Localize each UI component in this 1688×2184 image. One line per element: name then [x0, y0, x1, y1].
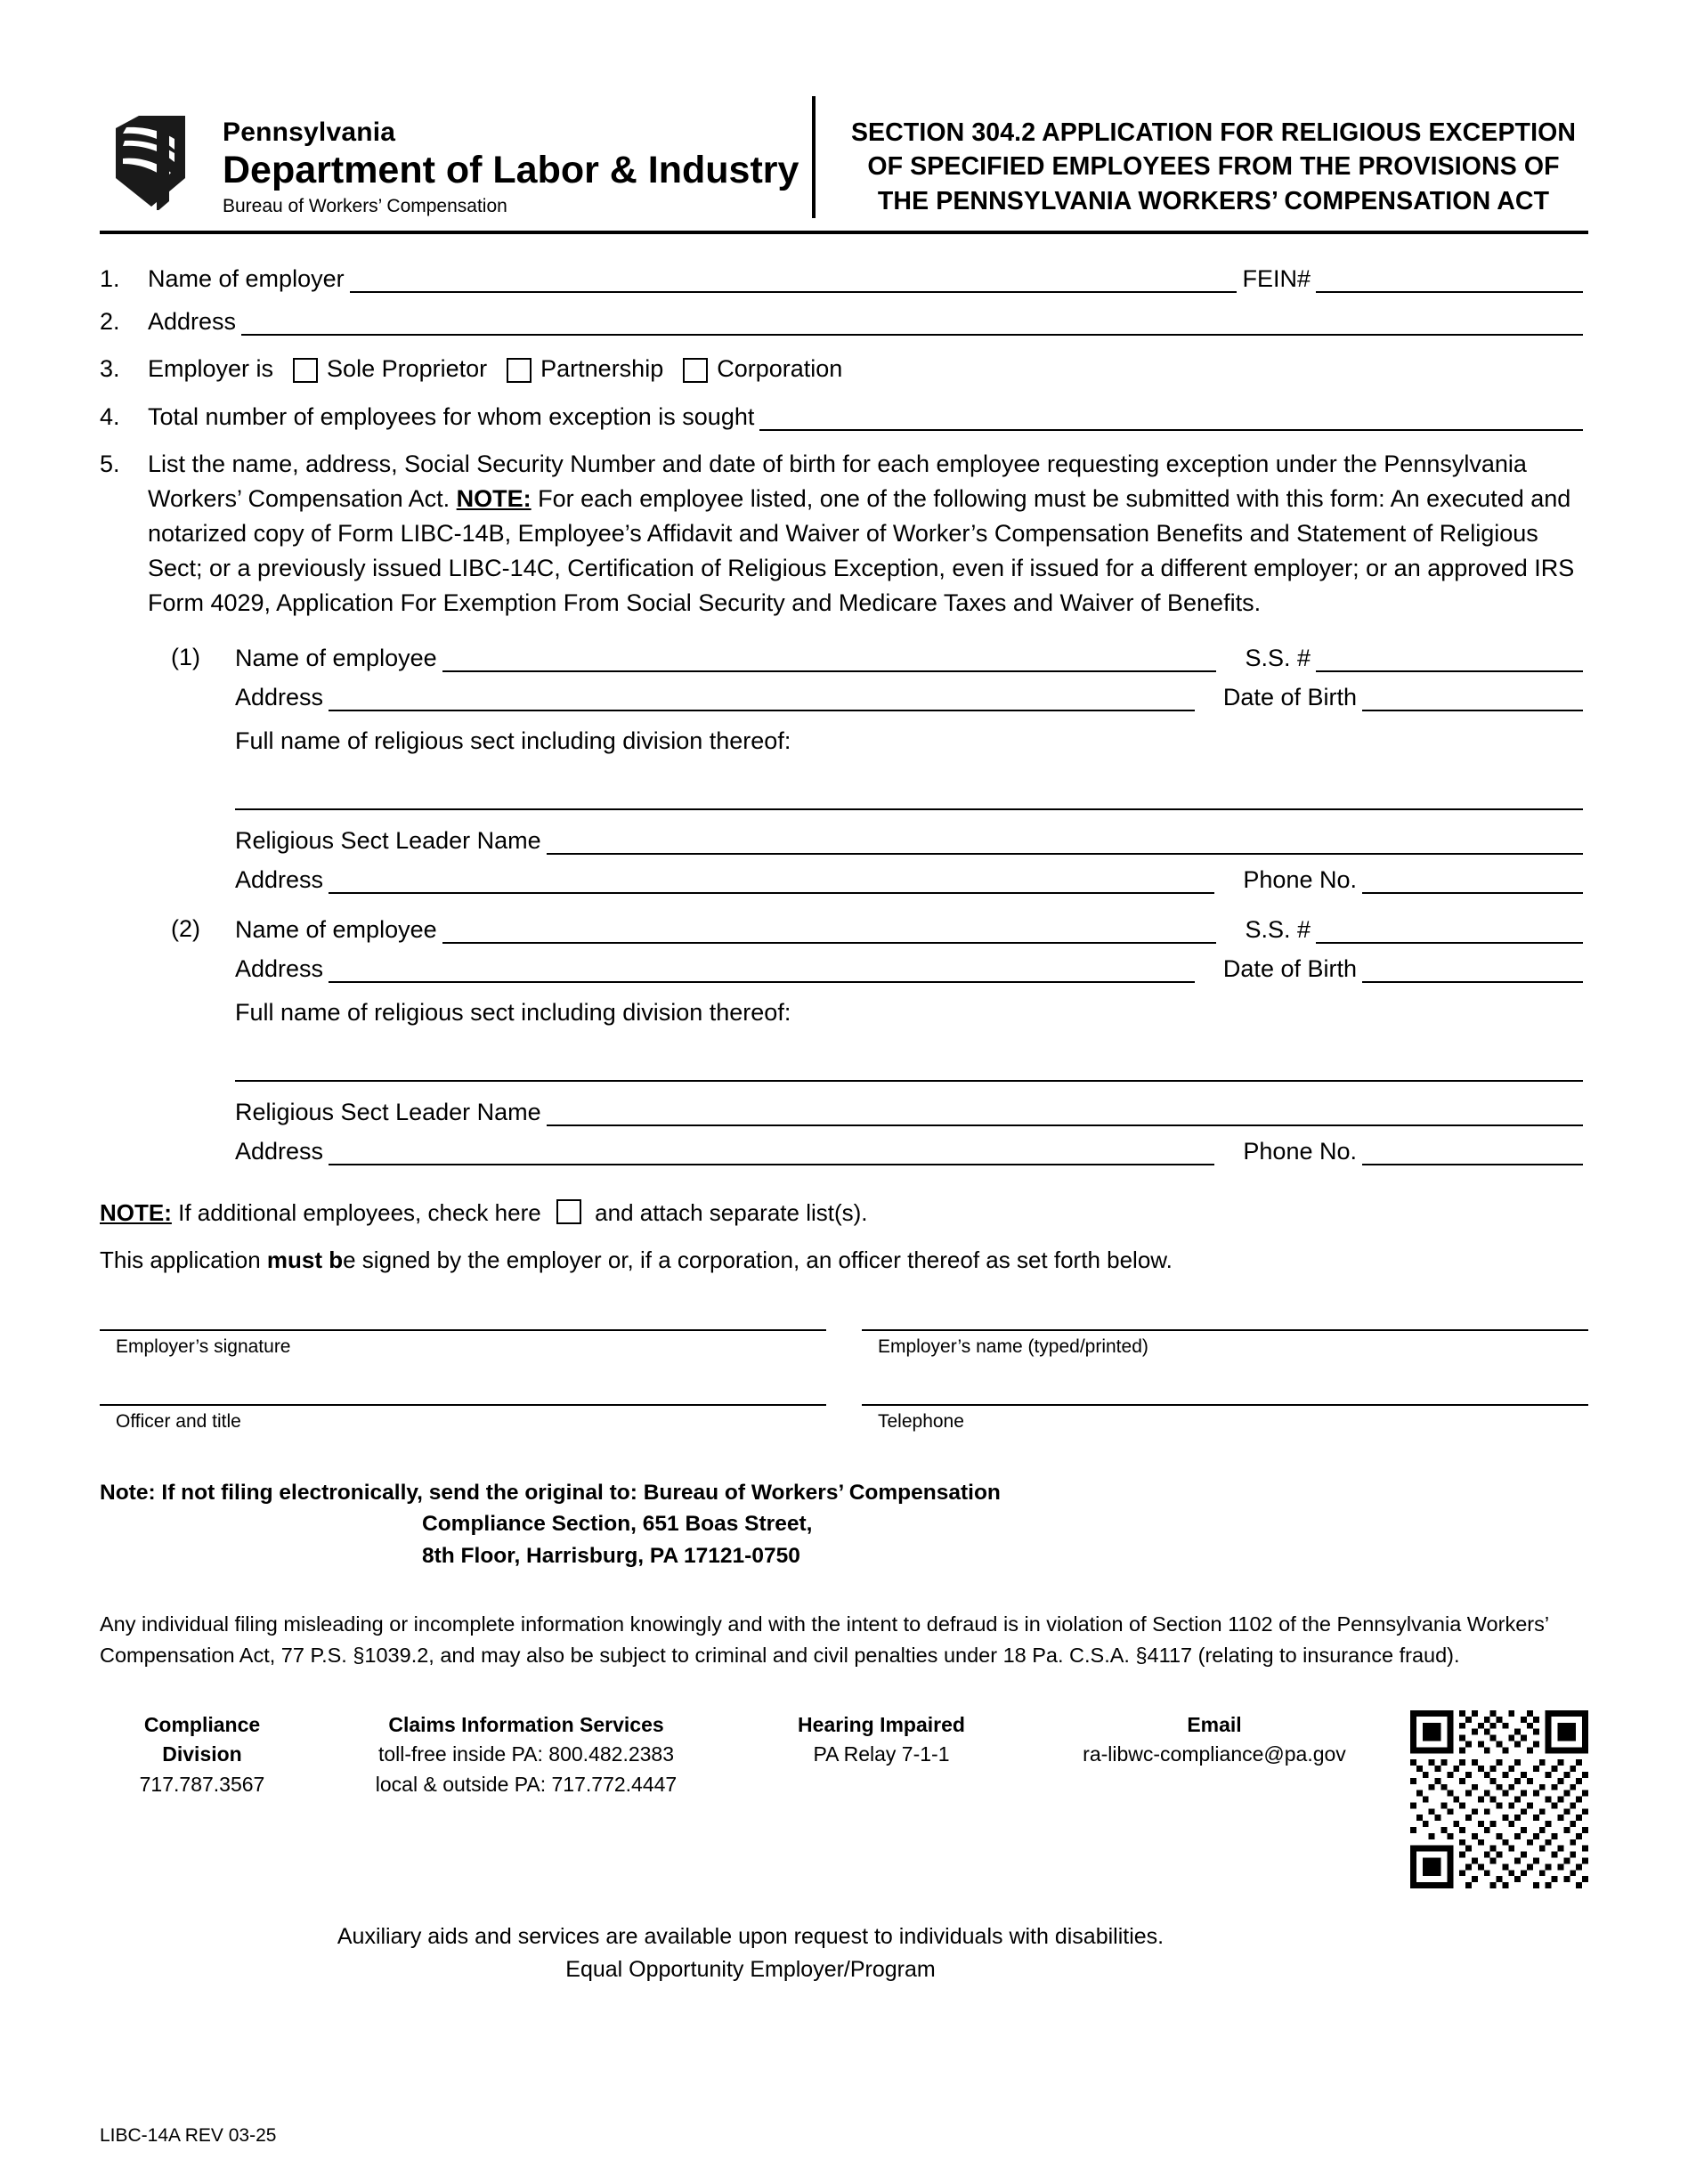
- contact-claims-tollfree: toll-free inside PA: 800.482.2383: [377, 1742, 675, 1766]
- application-text-a: This application: [100, 1246, 267, 1273]
- employee-2-sect-row: [235, 1053, 1588, 1082]
- input-address[interactable]: [241, 307, 1583, 336]
- label-employee-2-name: Name of employee: [235, 915, 437, 943]
- note-keyword: NOTE:: [100, 1198, 172, 1226]
- application-text-c: e signed by the employer or, if a corporation, an officer thereof as set forth below.: [343, 1246, 1173, 1273]
- label-employee-2-leader: Religious Sect Leader Name: [235, 1098, 541, 1125]
- label-employer-is: Employer is: [148, 355, 274, 383]
- input-employee-2-leader[interactable]: [547, 1098, 1583, 1126]
- item-number-4: 4.: [100, 403, 120, 431]
- contact-claims-local: local & outside PA: 717.772.4447: [375, 1772, 678, 1796]
- employee-block-2: [100, 915, 1588, 1165]
- employee-marker-2: (2): [171, 914, 200, 942]
- label-employee-2-address: Address: [235, 954, 324, 982]
- input-employee-1-dob[interactable]: [1362, 683, 1583, 711]
- agency-state-name: Pennsylvania: [223, 118, 396, 147]
- label-telephone: Telephone: [878, 1410, 964, 1432]
- input-employee-2-sect[interactable]: [235, 1053, 1583, 1082]
- field-row-employer-type: [100, 355, 1588, 383]
- label-corporation: Corporation: [717, 355, 843, 383]
- note-text-a: If additional employees, check here: [171, 1198, 548, 1226]
- note-text-b: and attach separate list(s).: [588, 1198, 868, 1226]
- contact-footer: [100, 1710, 1588, 1888]
- input-employee-1-name[interactable]: [442, 644, 1217, 672]
- input-employee-2-phone[interactable]: [1362, 1137, 1583, 1165]
- instruction-text-5: [148, 447, 1588, 620]
- checkbox-corporation[interactable]: [683, 358, 708, 383]
- instruction-text-5a: List the name, address, Social Security Number and date of birth for each employee requesting exception under the Pennsylvania Workers’ Compensation Act.: [148, 451, 1527, 513]
- contact-hearing-relay: PA Relay 7-1-1: [813, 1742, 950, 1766]
- qr-code[interactable]: [1410, 1710, 1588, 1888]
- employee-2-address-row: [235, 954, 1588, 983]
- field-row-address: [100, 307, 1588, 336]
- note-line-1: [100, 1196, 1588, 1230]
- input-employee-1-leader-address[interactable]: [329, 865, 1214, 894]
- telephone-field[interactable]: [862, 1404, 1588, 1433]
- checkbox-partnership[interactable]: [507, 358, 532, 383]
- input-employee-2-dob[interactable]: [1362, 954, 1583, 983]
- input-employee-2-name[interactable]: [442, 915, 1217, 944]
- item-number-2: 2.: [100, 308, 120, 336]
- label-employee-1-address: Address: [235, 683, 324, 710]
- instruction-text-5b: For each employee listed, one of the following must be submitted with this form: An executed and notarized copy of Form LIBC-14B, Employee’s Affidavit and Waiver of Worker’s Compensation Benefits and Statement of Religious Sect; or a previously issued LIBC-14C, Certification of Religious Exception, even if issued for a different employer; or an approved IRS Form 4029, Application For Exemption From Social Security and Medicare Taxes and Waiver of Benefits.: [148, 485, 1575, 616]
- form-header: [100, 96, 1588, 234]
- label-employee-1-name: Name of employee: [235, 644, 437, 671]
- mailing-instructions: [100, 1477, 1588, 1572]
- form-title: SECTION 304.2 APPLICATION FOR RELIGIOUS EXCEPTION OF SPECIFIED EMPLOYEES FROM THE PROVISIONS OF THE PENNSYLVANIA WORKERS’ COMPENSATION ACT: [850, 118, 1577, 215]
- label-employee-1-sect: Full name of religious sect including division thereof:: [235, 727, 791, 754]
- employee-2-leader-address-row: [235, 1137, 1588, 1165]
- label-sole-proprietor: Sole Proprietor: [327, 355, 488, 383]
- label-employee-2-phone: Phone No.: [1243, 1137, 1357, 1165]
- label-employee-1-dob: Date of Birth: [1222, 683, 1357, 710]
- contact-email-title: Email: [1187, 1712, 1242, 1736]
- mailing-line-2: Compliance Section, 651 Boas Street,: [422, 1512, 813, 1537]
- field-row-employer-name: [100, 264, 1588, 293]
- employee-1-leader-address-row: [235, 865, 1588, 894]
- contact-compliance-title-1: Compliance: [143, 1712, 261, 1736]
- label-partnership: Partnership: [540, 355, 664, 383]
- contact-compliance: [100, 1710, 304, 1799]
- label-employer-name-printed: Employer’s name (typed/printed): [878, 1336, 1148, 1357]
- input-employee-1-ss[interactable]: [1316, 644, 1583, 672]
- form-identifier: LIBC-14A REV 03-25: [100, 2125, 277, 2146]
- label-employee-2-leader-address: Address: [235, 1137, 324, 1165]
- instruction-note-keyword: NOTE:: [456, 485, 532, 513]
- label-officer-title: Officer and title: [116, 1410, 241, 1432]
- label-address: Address: [148, 308, 237, 336]
- field-row-total-employees: [100, 402, 1588, 431]
- input-fein[interactable]: [1316, 264, 1583, 293]
- employer-signature-field[interactable]: [100, 1329, 826, 1358]
- contact-hearing-title: Hearing Impaired: [798, 1712, 965, 1736]
- input-employee-1-sect[interactable]: [235, 782, 1583, 810]
- additional-employees-note: [100, 1196, 1588, 1278]
- item-number-1: 1.: [100, 265, 120, 293]
- label-employee-1-ss: S.S. #: [1245, 644, 1311, 671]
- officer-title-field[interactable]: [100, 1404, 826, 1433]
- input-employee-2-ss[interactable]: [1316, 915, 1583, 944]
- input-employer-name[interactable]: [350, 264, 1238, 293]
- agency-bureau-name: Bureau of Workers’ Compensation: [223, 196, 507, 217]
- header-divider: [812, 96, 816, 218]
- application-text-bold: must b: [266, 1246, 344, 1273]
- form-body: [100, 234, 1588, 1986]
- item-number-5: 5.: [100, 451, 120, 478]
- contact-email: [1045, 1710, 1384, 1799]
- input-employee-1-phone[interactable]: [1362, 865, 1583, 894]
- note-line-2: [100, 1243, 1588, 1278]
- input-employee-1-leader[interactable]: [547, 826, 1583, 855]
- employee-1-name-row: [235, 644, 1588, 672]
- contact-compliance-title-2: Division: [162, 1742, 242, 1766]
- contact-claims: [335, 1710, 718, 1799]
- employer-name-field[interactable]: [862, 1329, 1588, 1358]
- pennsylvania-keystone-logo: [100, 112, 205, 210]
- aux-line-2: Equal Opportunity Employer/Program: [565, 1957, 936, 1983]
- employee-block-1: [100, 644, 1588, 894]
- aux-line-1: Auxiliary aids and services are available upon request to individuals with disabilities.: [337, 1923, 1165, 1949]
- employee-2-name-row: [235, 915, 1588, 944]
- label-employee-2-ss: S.S. #: [1245, 915, 1311, 943]
- label-fein: FEIN#: [1242, 265, 1311, 293]
- mailing-line-3: 8th Floor, Harrisburg, PA 17121-0750: [422, 1543, 800, 1568]
- label-employee-1-leader: Religious Sect Leader Name: [235, 826, 541, 854]
- input-employee-2-address[interactable]: [329, 954, 1195, 983]
- label-employee-1-phone: Phone No.: [1243, 865, 1357, 893]
- input-employee-2-leader-address[interactable]: [329, 1137, 1214, 1165]
- item-number-3: 3.: [100, 355, 120, 383]
- fraud-warning-text: Any individual filing misleading or incomplete information knowingly and with the intent to defraud is in violation of Section 1102 of the Pennsylvania Workers’ Compensation Act, 77 P.S. §1039.2, and may also be subject to criminal and civil penalties under 18 Pa. C.S.A. §4117 (relating to insurance fraud).: [100, 1612, 1549, 1668]
- contact-email-address[interactable]: ra-libwc-compliance@pa.gov: [1083, 1742, 1346, 1766]
- employee-marker-1: (1): [171, 643, 200, 670]
- accessibility-statement: [100, 1920, 1588, 1987]
- input-employee-1-address[interactable]: [329, 683, 1195, 711]
- input-total-employees[interactable]: [759, 402, 1583, 431]
- signature-row-2: [100, 1404, 1588, 1433]
- agency-department-name: Department of Labor & Industry: [223, 149, 799, 191]
- label-employer-signature: Employer’s signature: [116, 1336, 291, 1357]
- label-employer-name: Name of employer: [148, 265, 345, 293]
- label-employee-1-leader-address: Address: [235, 865, 324, 893]
- instruction-block-5: [100, 447, 1588, 620]
- signature-row-1: [100, 1329, 1588, 1358]
- label-employee-2-dob: Date of Birth: [1222, 954, 1357, 982]
- contact-columns: [100, 1710, 1410, 1799]
- label-employee-2-sect: Full name of religious sect including division thereof:: [235, 998, 791, 1026]
- checkbox-sole-proprietor[interactable]: [293, 358, 318, 383]
- agency-name-block: [223, 112, 799, 217]
- contact-compliance-phone: 717.787.3567: [139, 1772, 265, 1796]
- contact-hearing-impaired: [748, 1710, 1015, 1799]
- label-total-employees: Total number of employees for whom exception is sought: [148, 403, 755, 431]
- mailing-line-1: Note: If not filing electronically, send the original to: Bureau of Workers’ Compensation: [100, 1480, 1001, 1505]
- contact-claims-title: Claims Information Services: [388, 1712, 664, 1736]
- employee-1-sect-row: [235, 782, 1588, 810]
- employee-2-leader-row: [235, 1098, 1588, 1126]
- employee-1-leader-row: [235, 826, 1588, 855]
- checkbox-additional-employees[interactable]: [556, 1199, 581, 1224]
- agency-brand: [100, 96, 812, 218]
- employee-1-address-row: [235, 683, 1588, 711]
